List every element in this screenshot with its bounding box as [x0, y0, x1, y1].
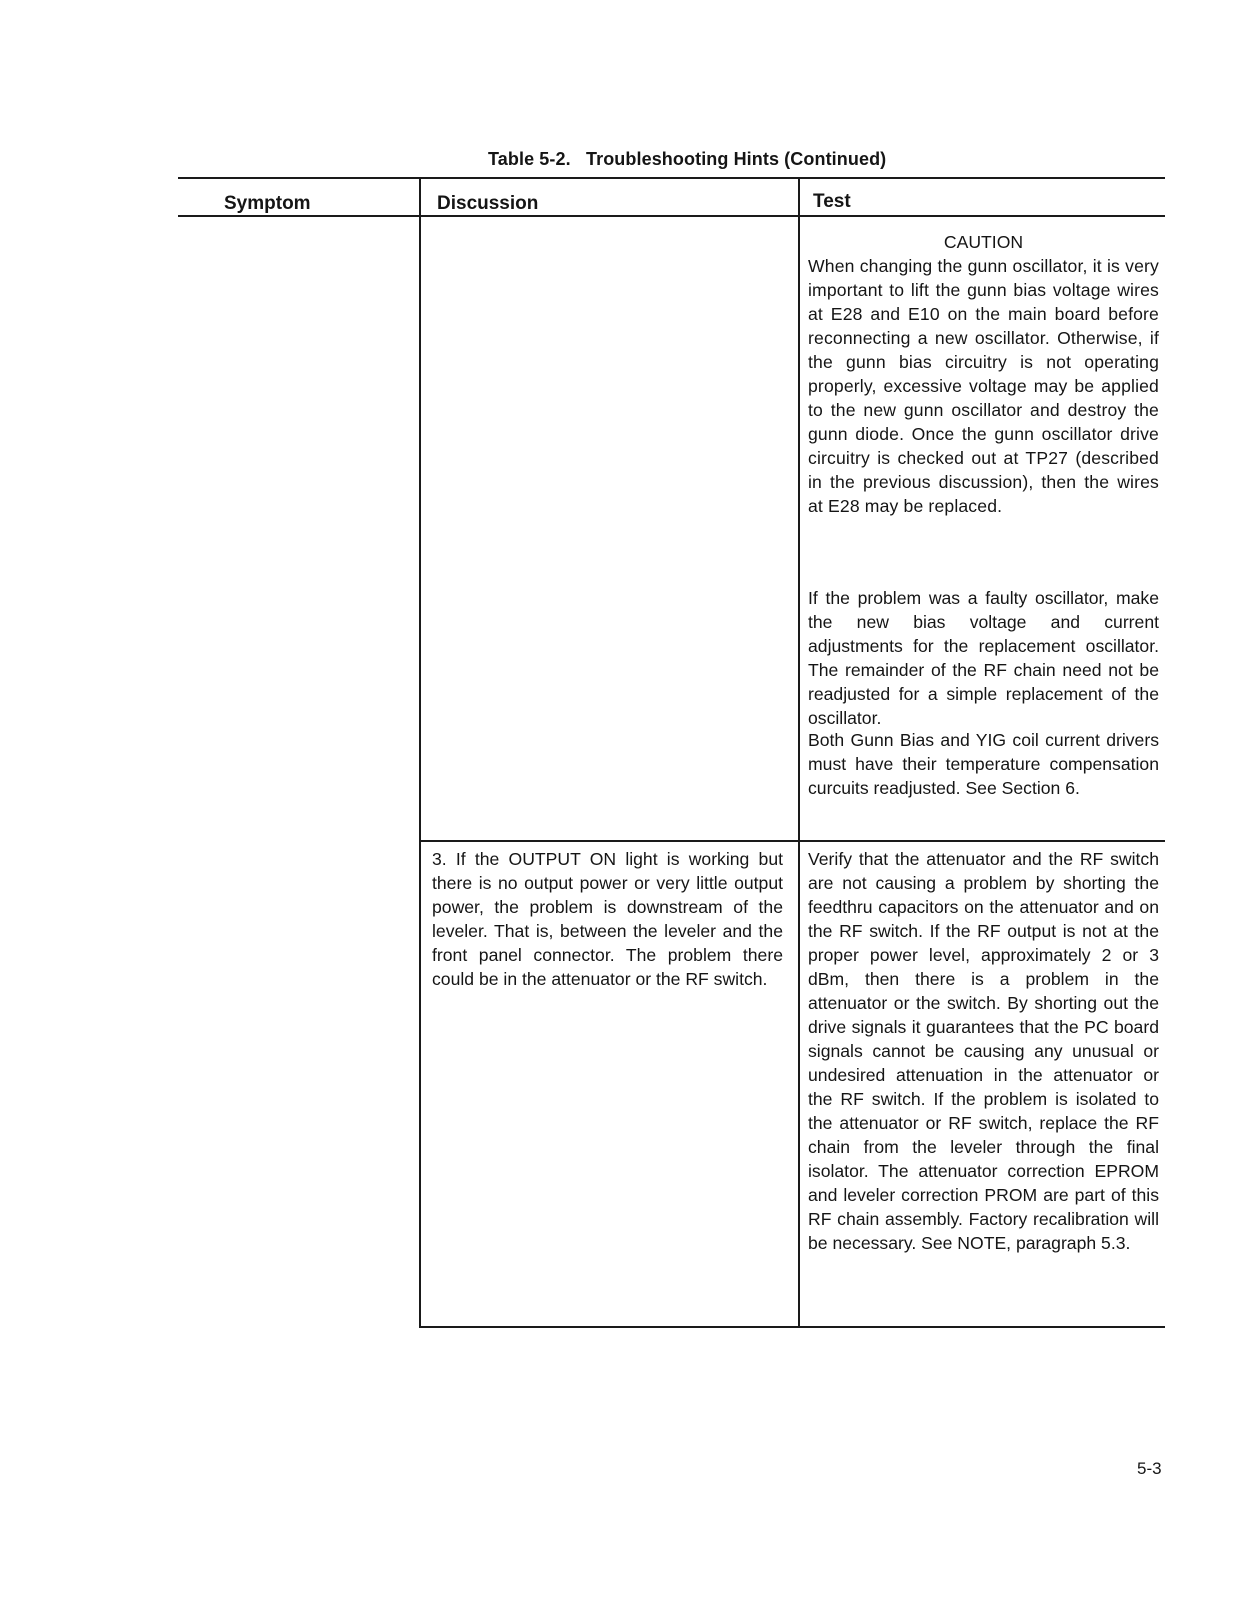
row-1-test-paragraph-2 — [808, 728, 1159, 800]
row-2-test-cell — [808, 847, 1159, 1255]
attenuator-verification-procedure: Verify that the attenuator and the RF switch are not causing a problem by shorting the feedthru capacitors on the attenuator and on the RF switch. If the RF output is not at the proper power level, approximately 2 or 3 dBm, then there is a problem in the attenuator or the switch. By shorting out the drive signals it guarantees that the PC board signals cannot be causing any unusual or undesired attenuation in the attenuator or the RF switch. If the problem is isolated to the attenuator or RF switch, replace the RF chain from the leveler through the final isolator. The attenuator correction EPROM and leveler correction PROM are part of this RF chain assembly. Factory recalibration will be necessary. See NOTE, paragraph 5.3. — [808, 849, 1159, 1253]
header-symptom: Symptom — [224, 193, 311, 214]
discussion-item-3: 3. If the OUTPUT ON light is working but there is no output power or very little output power, the problem is downstream of the leveler. That is, between the leveler and the front panel connector. The problem there could be in the attenuator or the RF switch. — [432, 849, 783, 989]
row-1-test-cell — [808, 230, 1159, 518]
page-number: 5-3 — [1137, 1459, 1162, 1478]
row-1-test-paragraph-1 — [808, 586, 1159, 730]
header-test: Test — [813, 191, 851, 212]
header-discussion: Discussion — [437, 193, 539, 214]
row-2-discussion-cell — [432, 847, 783, 991]
row-divider-rule — [419, 840, 1165, 842]
table-bottom-rule — [419, 1326, 1165, 1328]
column-divider-discussion-test — [798, 178, 800, 1327]
column-divider-symptom-discussion — [419, 178, 421, 1327]
caution-text: When changing the gunn oscillator, it is very important to lift the gunn bias voltage wires at E28 and E10 on the main board before reconnecting a new oscillator. Otherwise, if the gunn bias circuitry is not operating properly, excessive voltage may be applied to the new gunn oscillator and destroy the gunn diode. Once the gunn oscillator drive circuitry is checked out at TP27 (described in the previous discussion), then the wires at E28 may be replaced. — [808, 256, 1159, 516]
temperature-compensation-note: Both Gunn Bias and YIG coil current drivers must have their temperature compensation curcuits readjusted. See Section 6. — [808, 730, 1159, 798]
table-top-rule — [178, 177, 1165, 179]
header-bottom-rule — [178, 215, 1165, 217]
table-title: Table 5-2. Troubleshooting Hints (Continued) — [488, 149, 887, 169]
caution-heading: CAUTION — [943, 232, 1024, 252]
replacement-oscillator-note: If the problem was a faulty oscillator, make the new bias voltage and current adjustments for the replacement oscillator. The remainder of the RF chain need not be readjusted for a simple replacement of the oscillator. — [808, 588, 1159, 728]
